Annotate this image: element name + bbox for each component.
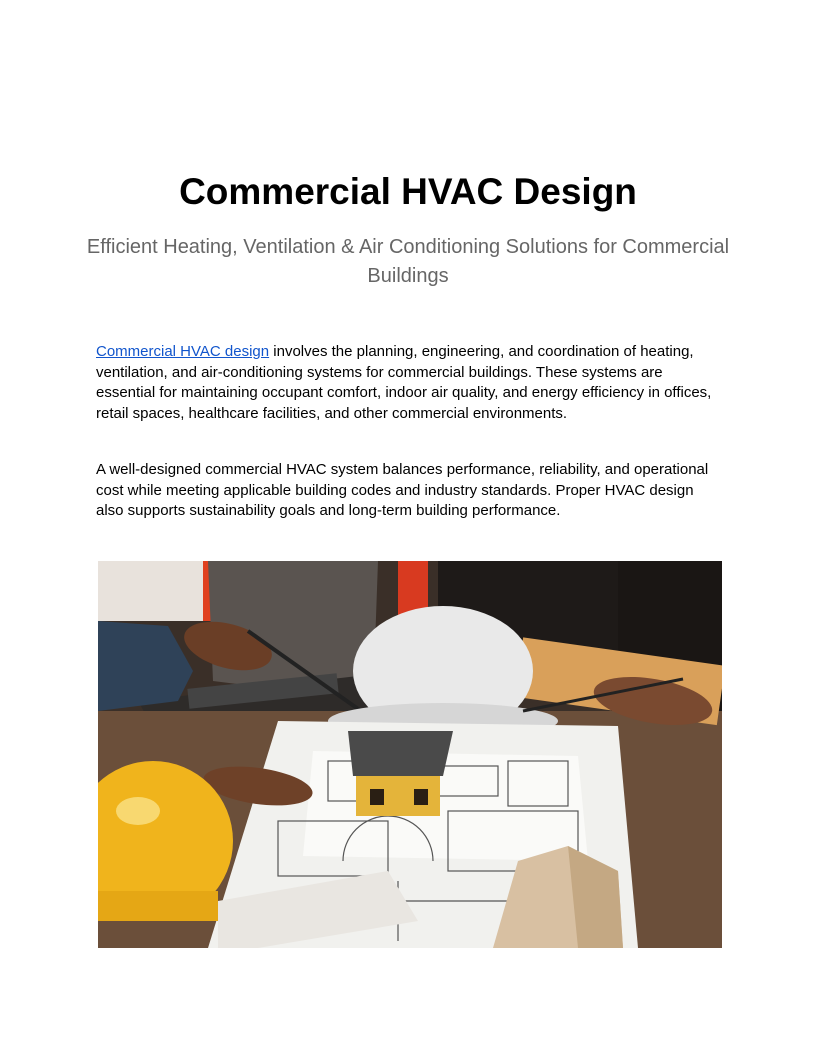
intro-paragraph-text: involves the planning, engineering, and coordination of heating, ventilation, and air-conditioning systems for commercial buildings. These systems are essential for maintaining occupant comfort, indoor air quality, and energy efficiency in offices, retail spaces, healthcare facilities, and other commercial environments. — [96, 343, 712, 422]
body-paragraph: A well-designed commercial HVAC system balances performance, reliability, and operational cost while meeting applicable building codes and industry standards. Proper HVAC design also supports sustainability goals and long-term building performance. — [96, 461, 709, 519]
page-title: Commercial HVAC Design — [179, 171, 637, 212]
page-subtitle: Efficient Heating, Ventilation & Air Conditioning Solutions for Commercial Buildings — [86, 236, 730, 287]
hvac-design-link[interactable]: Commercial HVAC design — [96, 343, 270, 360]
construction-planning-photo — [98, 561, 722, 948]
intro-paragraph — [96, 342, 724, 424]
